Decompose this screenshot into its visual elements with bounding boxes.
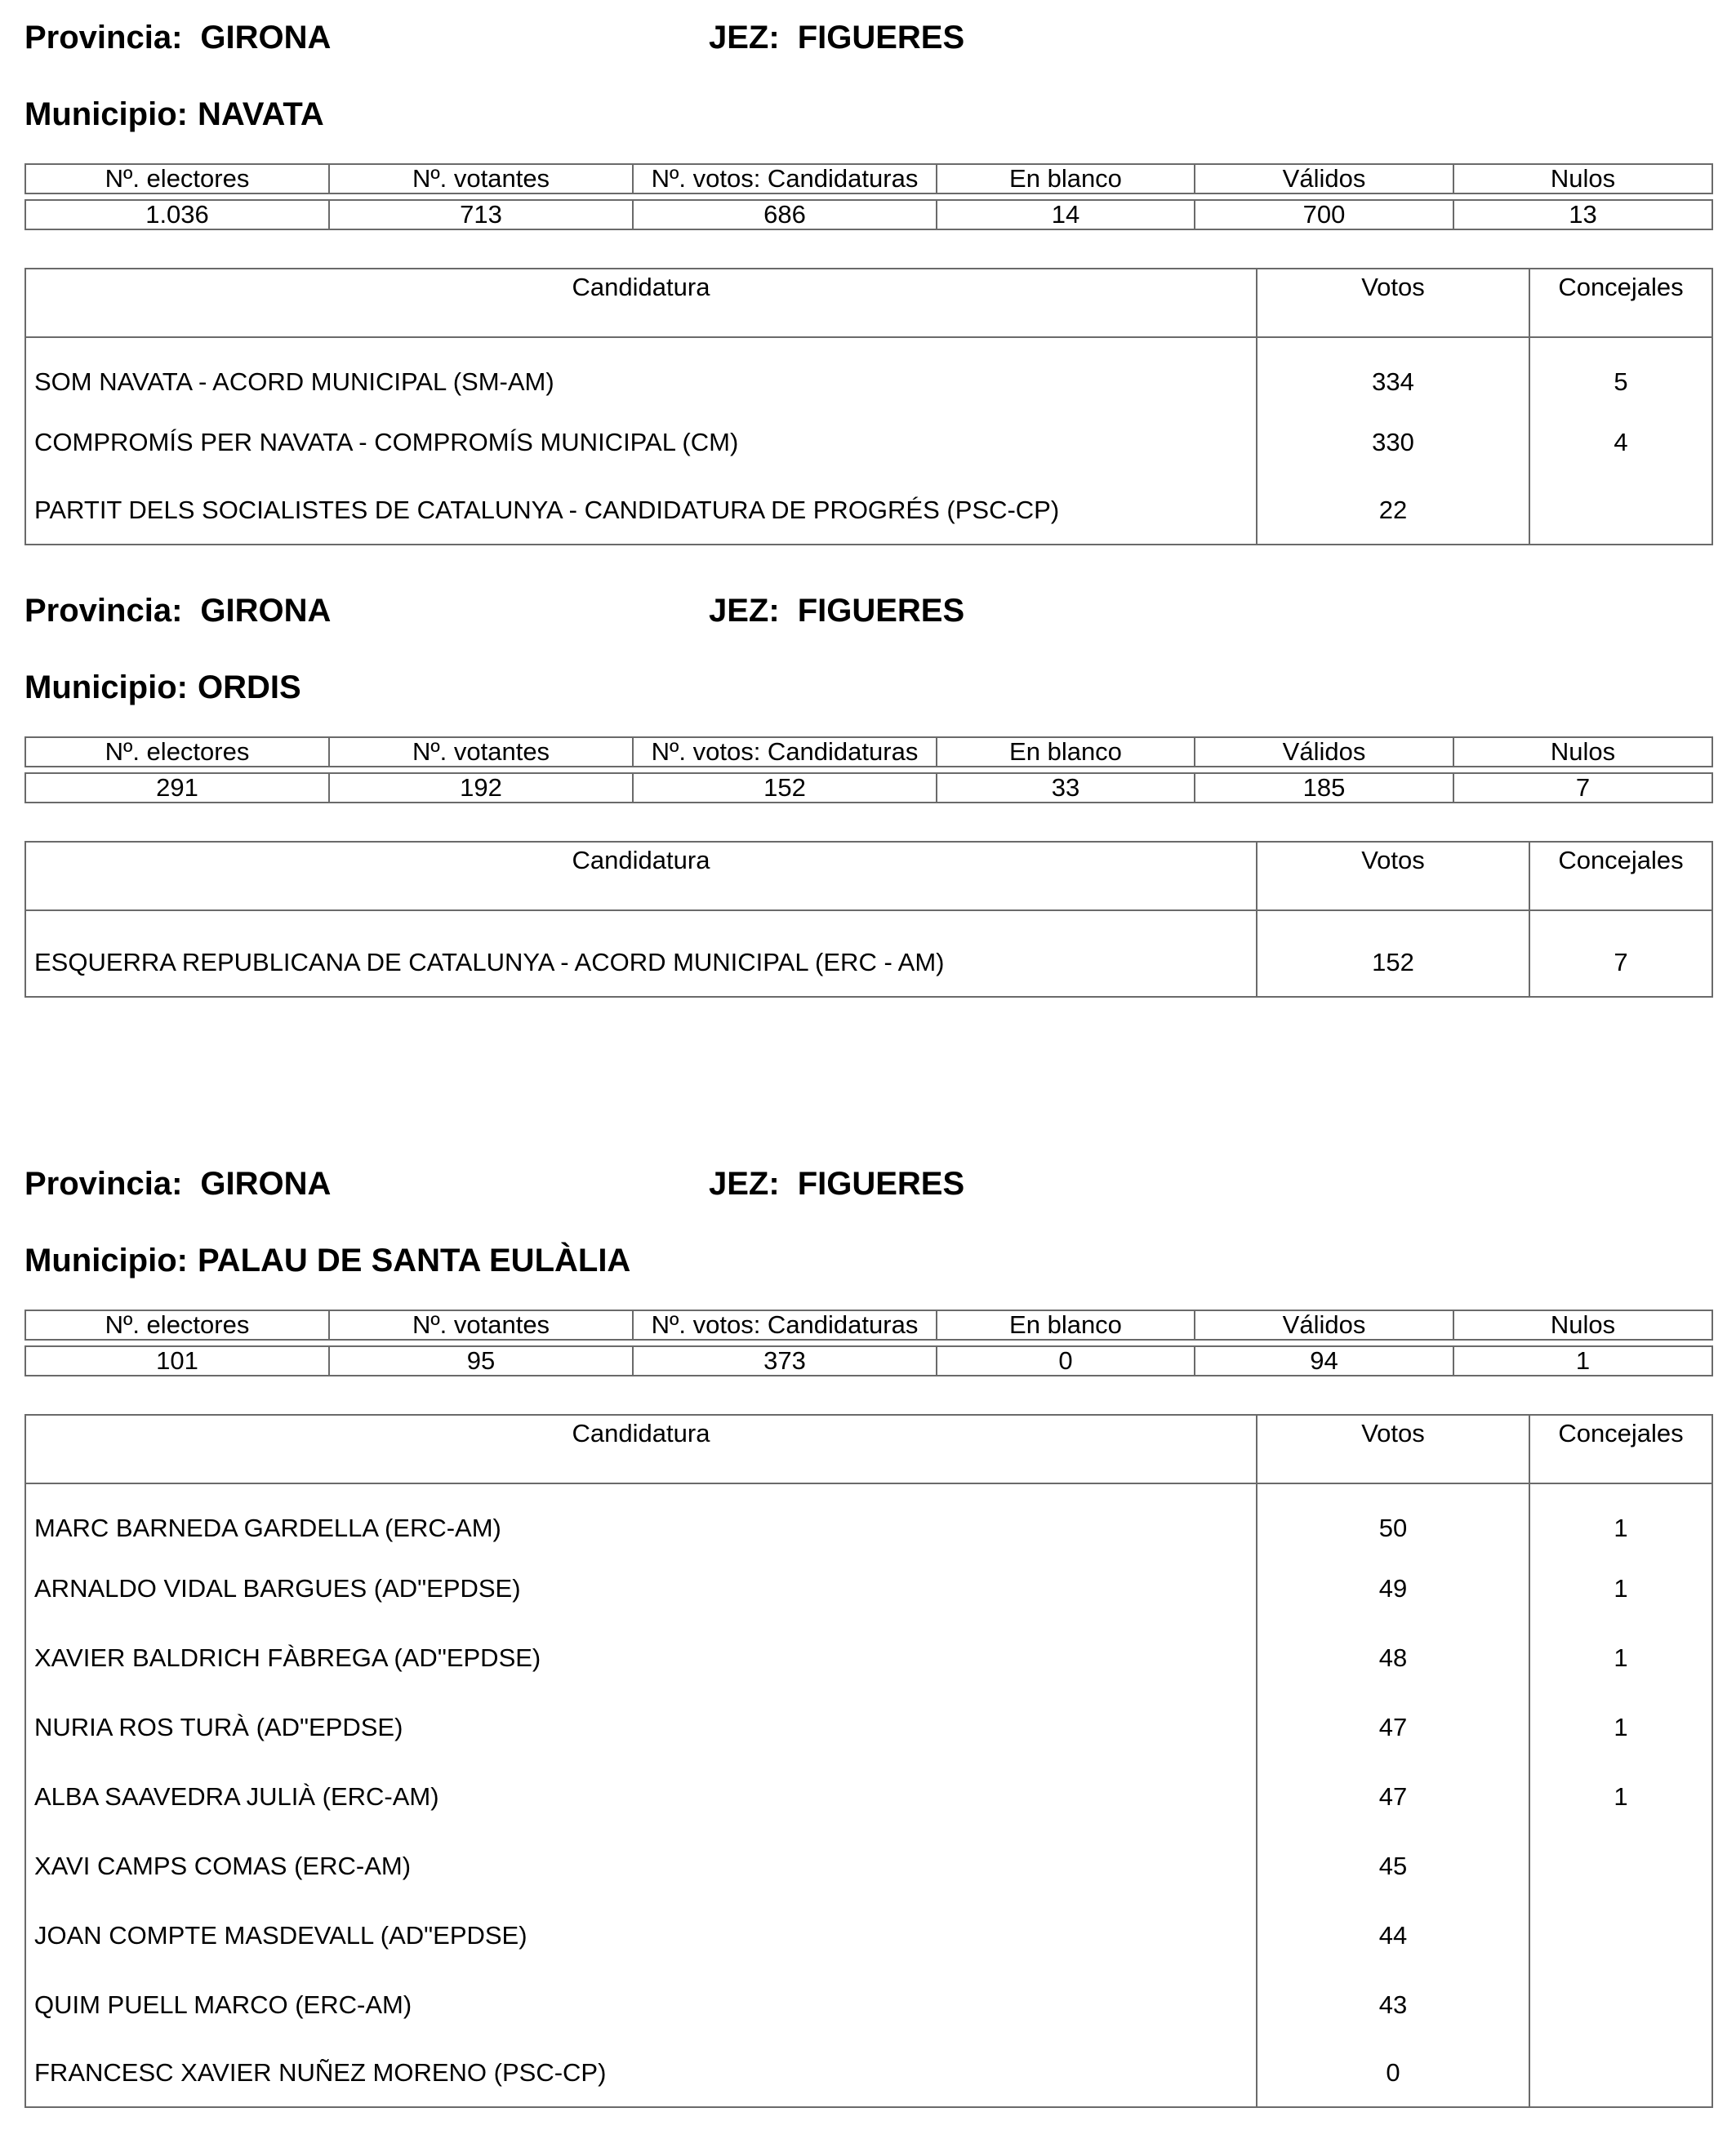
stats-table [24, 736, 1713, 803]
candidaturas-header-row [25, 1415, 1712, 1483]
provincia-value: GIRONA [200, 1166, 332, 1202]
jez-block [709, 1159, 964, 1208]
votantes-value: 95 [329, 1346, 633, 1376]
votantes-value: 192 [329, 773, 633, 803]
nulos-header: Nulos [1453, 164, 1712, 193]
stats-table [24, 163, 1713, 230]
nulos-value: 7 [1453, 773, 1712, 803]
votos-candidaturas-header: Nº. votos: Candidaturas [633, 164, 937, 193]
stats-header-row [25, 164, 1712, 193]
table-row [25, 1970, 1712, 2039]
table-row [25, 910, 1712, 997]
municipio-header [24, 1236, 1712, 1285]
provincia-label: Provincia: [24, 593, 183, 629]
votos-value: 334 [1257, 337, 1529, 407]
candidatura-header: Candidatura [25, 269, 1257, 337]
provincia-value: GIRONA [200, 20, 332, 56]
votos-value: 48 [1257, 1623, 1529, 1692]
stats-value-row [25, 1346, 1712, 1376]
table-row [25, 1554, 1712, 1623]
table-row [25, 407, 1712, 477]
concejales-header: Concejales [1529, 269, 1712, 337]
municipality-section-navata [24, 13, 1712, 545]
municipio-value: PALAU DE SANTA EULÀLIA [197, 1243, 631, 1279]
validos-header: Válidos [1195, 737, 1453, 767]
concejales-value [1529, 1970, 1712, 2039]
electores-value: 291 [25, 773, 329, 803]
table-row [25, 477, 1712, 545]
votos-value: 44 [1257, 1901, 1529, 1970]
candidatura-name: ALBA SAAVEDRA JULIÀ (ERC-AM) [25, 1762, 1257, 1831]
nulos-value: 1 [1453, 1346, 1712, 1376]
concejales-value: 1 [1529, 1762, 1712, 1831]
validos-value: 94 [1195, 1346, 1453, 1376]
votos-value: 47 [1257, 1762, 1529, 1831]
nulos-header: Nulos [1453, 737, 1712, 767]
votos-candidaturas-value: 152 [633, 773, 937, 803]
municipio-label: Municipio: [24, 1243, 188, 1279]
votantes-header: Nº. votantes [329, 737, 633, 767]
jez-label: JEZ: [709, 593, 780, 629]
electores-header: Nº. electores [25, 737, 329, 767]
candidatura-header: Candidatura [25, 1415, 1257, 1483]
stats-table [24, 1310, 1713, 1376]
validos-header: Válidos [1195, 164, 1453, 193]
candidatura-name: QUIM PUELL MARCO (ERC-AM) [25, 1970, 1257, 2039]
votos-candidaturas-value: 686 [633, 200, 937, 229]
validos-value: 185 [1195, 773, 1453, 803]
candidatura-name: MARC BARNEDA GARDELLA (ERC-AM) [25, 1483, 1257, 1554]
table-row [25, 1901, 1712, 1970]
concejales-header: Concejales [1529, 842, 1712, 910]
municipio-value: NAVATA [197, 96, 324, 132]
en-blanco-header: En blanco [937, 1310, 1195, 1340]
validos-header: Válidos [1195, 1310, 1453, 1340]
votos-header: Votos [1257, 842, 1529, 910]
candidatura-name: XAVI CAMPS COMAS (ERC-AM) [25, 1831, 1257, 1901]
table-row [25, 1623, 1712, 1692]
concejales-value: 7 [1529, 910, 1712, 997]
votos-value: 47 [1257, 1692, 1529, 1762]
concejales-value: 1 [1529, 1692, 1712, 1762]
candidatura-name: JOAN COMPTE MASDEVALL (AD"EPDSE) [25, 1901, 1257, 1970]
municipio-label: Municipio: [24, 96, 188, 132]
candidatura-name: NURIA ROS TURÀ (AD"EPDSE) [25, 1692, 1257, 1762]
province-header [24, 1159, 1712, 1208]
jez-label: JEZ: [709, 20, 780, 56]
votos-header: Votos [1257, 1415, 1529, 1483]
en-blanco-value: 0 [937, 1346, 1195, 1376]
electores-header: Nº. electores [25, 1310, 329, 1340]
table-row [25, 1762, 1712, 1831]
stats-value-row [25, 200, 1712, 229]
candidaturas-header-row [25, 269, 1712, 337]
nulos-value: 13 [1453, 200, 1712, 229]
candidatura-name: ARNALDO VIDAL BARGUES (AD"EPDSE) [25, 1554, 1257, 1623]
candidatura-name: COMPROMÍS PER NAVATA - COMPROMÍS MUNICIPAL (CM) [25, 407, 1257, 477]
votantes-header: Nº. votantes [329, 164, 633, 193]
jez-block [709, 13, 964, 62]
votantes-value: 713 [329, 200, 633, 229]
candidatura-name: PARTIT DELS SOCIALISTES DE CATALUNYA - CANDIDATURA DE PROGRÉS (PSC-CP) [25, 477, 1257, 545]
candidatura-name: FRANCESC XAVIER NUÑEZ MORENO (PSC-CP) [25, 2039, 1257, 2107]
stats-header-row [25, 737, 1712, 767]
electores-header: Nº. electores [25, 164, 329, 193]
en-blanco-header: En blanco [937, 737, 1195, 767]
votos-value: 22 [1257, 477, 1529, 545]
votos-candidaturas-value: 373 [633, 1346, 937, 1376]
jez-block [709, 586, 964, 635]
jez-value: FIGUERES [797, 593, 965, 629]
concejales-value: 1 [1529, 1554, 1712, 1623]
concejales-value [1529, 1901, 1712, 1970]
votos-value: 43 [1257, 1970, 1529, 2039]
provincia-value: GIRONA [200, 593, 332, 629]
en-blanco-value: 14 [937, 200, 1195, 229]
votos-value: 330 [1257, 407, 1529, 477]
nulos-header: Nulos [1453, 1310, 1712, 1340]
municipality-section-palau-de-santa-eulalia [24, 1159, 1712, 2108]
votos-value: 152 [1257, 910, 1529, 997]
concejales-value: 1 [1529, 1483, 1712, 1554]
municipio-header [24, 90, 1712, 139]
concejales-value [1529, 477, 1712, 545]
candidatura-header: Candidatura [25, 842, 1257, 910]
votos-candidaturas-header: Nº. votos: Candidaturas [633, 737, 937, 767]
concejales-header: Concejales [1529, 1415, 1712, 1483]
candidaturas-table [24, 841, 1713, 998]
table-row [25, 1483, 1712, 1554]
province-header [24, 13, 1712, 62]
municipality-section-ordis [24, 586, 1712, 998]
validos-value: 700 [1195, 200, 1453, 229]
electores-value: 1.036 [25, 200, 329, 229]
table-row [25, 337, 1712, 407]
concejales-value: 5 [1529, 337, 1712, 407]
table-row [25, 2039, 1712, 2107]
municipio-value: ORDIS [197, 669, 301, 705]
provincia-label: Provincia: [24, 20, 183, 56]
table-row [25, 1692, 1712, 1762]
concejales-value: 1 [1529, 1623, 1712, 1692]
en-blanco-value: 33 [937, 773, 1195, 803]
concejales-value: 4 [1529, 407, 1712, 477]
jez-label: JEZ: [709, 1166, 780, 1202]
votos-value: 49 [1257, 1554, 1529, 1623]
candidatura-name: XAVIER BALDRICH FÀBREGA (AD"EPDSE) [25, 1623, 1257, 1692]
stats-value-row [25, 773, 1712, 803]
candidaturas-table [24, 1414, 1713, 2108]
votos-value: 0 [1257, 2039, 1529, 2107]
municipio-header [24, 663, 1712, 712]
votos-header: Votos [1257, 269, 1529, 337]
candidatura-name: ESQUERRA REPUBLICANA DE CATALUNYA - ACORD MUNICIPAL (ERC - AM) [25, 910, 1257, 997]
en-blanco-header: En blanco [937, 164, 1195, 193]
provincia-label: Provincia: [24, 1166, 183, 1202]
votos-value: 45 [1257, 1831, 1529, 1901]
province-header [24, 586, 1712, 635]
candidaturas-table [24, 268, 1713, 545]
concejales-value [1529, 2039, 1712, 2107]
municipio-label: Municipio: [24, 669, 188, 705]
candidatura-name: SOM NAVATA - ACORD MUNICIPAL (SM-AM) [25, 337, 1257, 407]
candidaturas-header-row [25, 842, 1712, 910]
jez-value: FIGUERES [797, 20, 965, 56]
jez-value: FIGUERES [797, 1166, 965, 1202]
electores-value: 101 [25, 1346, 329, 1376]
stats-header-row [25, 1310, 1712, 1340]
table-row [25, 1831, 1712, 1901]
votos-value: 50 [1257, 1483, 1529, 1554]
concejales-value [1529, 1831, 1712, 1901]
votantes-header: Nº. votantes [329, 1310, 633, 1340]
votos-candidaturas-header: Nº. votos: Candidaturas [633, 1310, 937, 1340]
